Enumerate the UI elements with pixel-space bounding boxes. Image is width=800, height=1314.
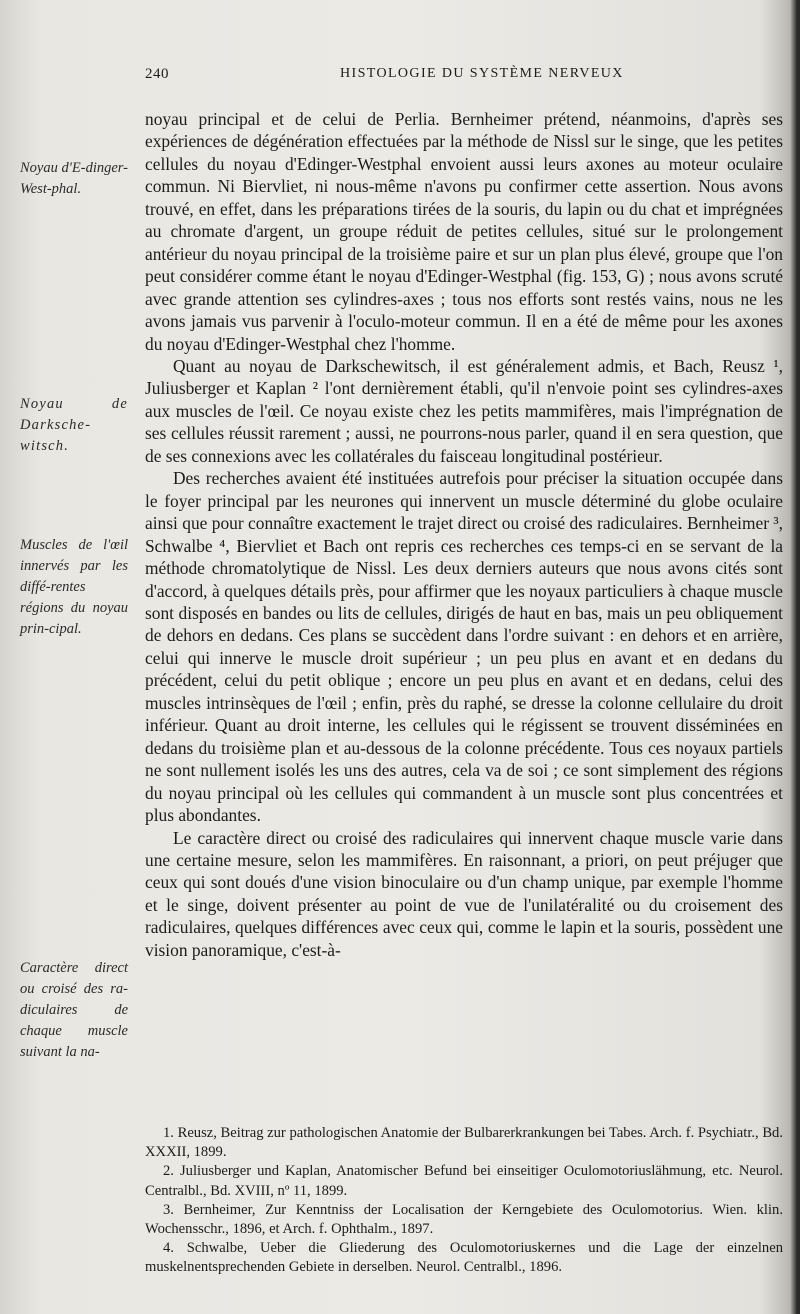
footnote-2: 2. Juliusberger und Kaplan, Anatomischer Befund bei einseitiger Oculomotoriuslähmung, etc. Neurol. Centralbl., Bd. XVIII, nº 11, 1899. (145, 1163, 783, 1199)
margin-note-edinger-westphal: Noyau d'E-dinger-West-phal. (20, 160, 128, 197)
margin-note-muscles-oeil: Muscles de l'œil innervés par les diffé-rentes régions du noyau prin-cipal. (20, 537, 128, 637)
running-head: HISTOLOGIE DU SYSTÈME NERVEUX (340, 66, 624, 81)
margin-note-darkschewitsch: Noyau de Darksche-witsch. (20, 396, 128, 454)
page-header (145, 66, 785, 90)
footnote-1: 1. Reusz, Beitrag zur pathologischen Anatomie der Bulbarerkrankungen bei Tabes. Arch. f. Psychiatr., Bd. XXXII, 1899. (145, 1125, 784, 1161)
footnote-3: 3. Bernheimer, Zur Kenntniss der Localisation der Kerngebiete des Oculomotorius. Wien. klin. Wochensschr., 1896, et Arch. f. Ophthalm., 1897. (145, 1201, 783, 1238)
paragraph-3: Des recherches avaient été instituées autrefois pour préciser la situation occupée dans le foyer principal par les neurones qui innervent un muscle déterminé du globe oculaire ainsi que pour connaître exactement le trajet direct ou croisé des radiculaires. Bernheimer ³, Schwalbe ⁴, Biervliet et Bach ont repris ces recherches ces temps-ci en se servant de la méthode chromatolytique de Nissl. Les deux derniers auteurs que nous avons cités sont d'accord, à quelques détails près, pour affirmer que les noyaux particuliers à chaque muscle sont disposés en bandes ou lits de cellules, dirigés de haut en bas, mais un peu obliquement de dehors en dedans. Ces plans se succèdent dans l'ordre suivant : en dehors et en arrière, celui qui innerve le muscle droit supérieur ; un peu plus en avant et en dedans du précédent, celui du petit oblique ; encore un peu plus en avant et en dedans, celui des muscles intrinsèques de l'œil ; enfin, près du raphé, se dresse la colonne cellulaire du droit inférieur. Quant au droit interne, les cellules qui le régissent se trouvent disséminées en dedans du troisième plan et au-dessous de la colonne précédente. Tous ces noyaux partiels ne sont nullement isolés les uns des autres, cela va de soi ; ce sont simplement des régions du noyau principal où les cellules qui commandent à un muscle sont plus concentrées et plus abondantes. (145, 468, 783, 826)
body-text (145, 108, 783, 961)
paragraph-4: Le caractère direct ou croisé des radiculaires qui innervent chaque muscle varie dans une certaine mesure, selon les mammifères. En raisonnant, a priori, on peut préjuger que ceux qui sont doués d'une vision binoculaire ou d'un champ unique, par exemple l'homme et le singe, doivent présenter au point de vue de l'unilatéralité ou du croisement des radiculaires, quelques différences avec ceux qui, comme le lapin et la souris, possèdent une vision panoramique, c'est-à- (145, 827, 783, 960)
margin-note-caractere-direct: Caractère direct ou croisé des ra-diculaires de chaque muscle suivant la na- (20, 960, 128, 1060)
footnotes (145, 1124, 783, 1278)
footnote-4: 4. Schwalbe, Ueber die Gliederung des Oculomotoriuskernes und die Lage der einzelnen muskelnentsprechenden Gebiete in derselben. Neurol. Centralbl., 1896. (145, 1240, 783, 1276)
paragraph-2: Quant au noyau de Darkschewitsch, il est généralement admis, et Bach, Reusz ¹, Juliusberger et Kaplan ² l'ont dernièrement établi, qu'il n'envoie point ses cylindres-axes aux muscles de l'œil. Ce noyau existe chez les petits mammifères, mais l'imprégnation de ses cellules réussit rarement ; aussi, ne pourrons-nous parler, quand il en sera question, que de ses connexions avec les collatérales du faisceau longitudinal postérieur. (145, 355, 783, 466)
paragraph-1: noyau principal et de celui de Perlia. Bernheimer prétend, néanmoins, d'après ses expériences de dégénération effectuées par la méthode de Nissl sur le singe, que les petites cellules du noyau d'Edinger-Westphal envoient aussi leurs axones au moteur oculaire commun. Ni Biervliet, ni nous-même n'avons pu confirmer cette assertion. Nous avons trouvé, en effet, dans les préparations tirées de la souris, du lapin ou du chat et imprégnées au chromate d'argent, un groupe réduit de petites cellules, situé sur le prolongement antérieur du noyau principal de la troisième paire et sur un plan plus élevé, groupe que l'on peut considérer comme étant le noyau d'Edinger-Westphal (fig. 153, G) ; nous avons scruté avec grande attention ses cylindres-axes ; tous nos efforts sont restés vains, nous ne les avons jamais vus parvenir à l'oculo-moteur commun. Il en a été de même pour les axones du noyau d'Edinger-Westphal chez l'homme. (145, 109, 783, 354)
page-number: 240 (145, 66, 169, 82)
